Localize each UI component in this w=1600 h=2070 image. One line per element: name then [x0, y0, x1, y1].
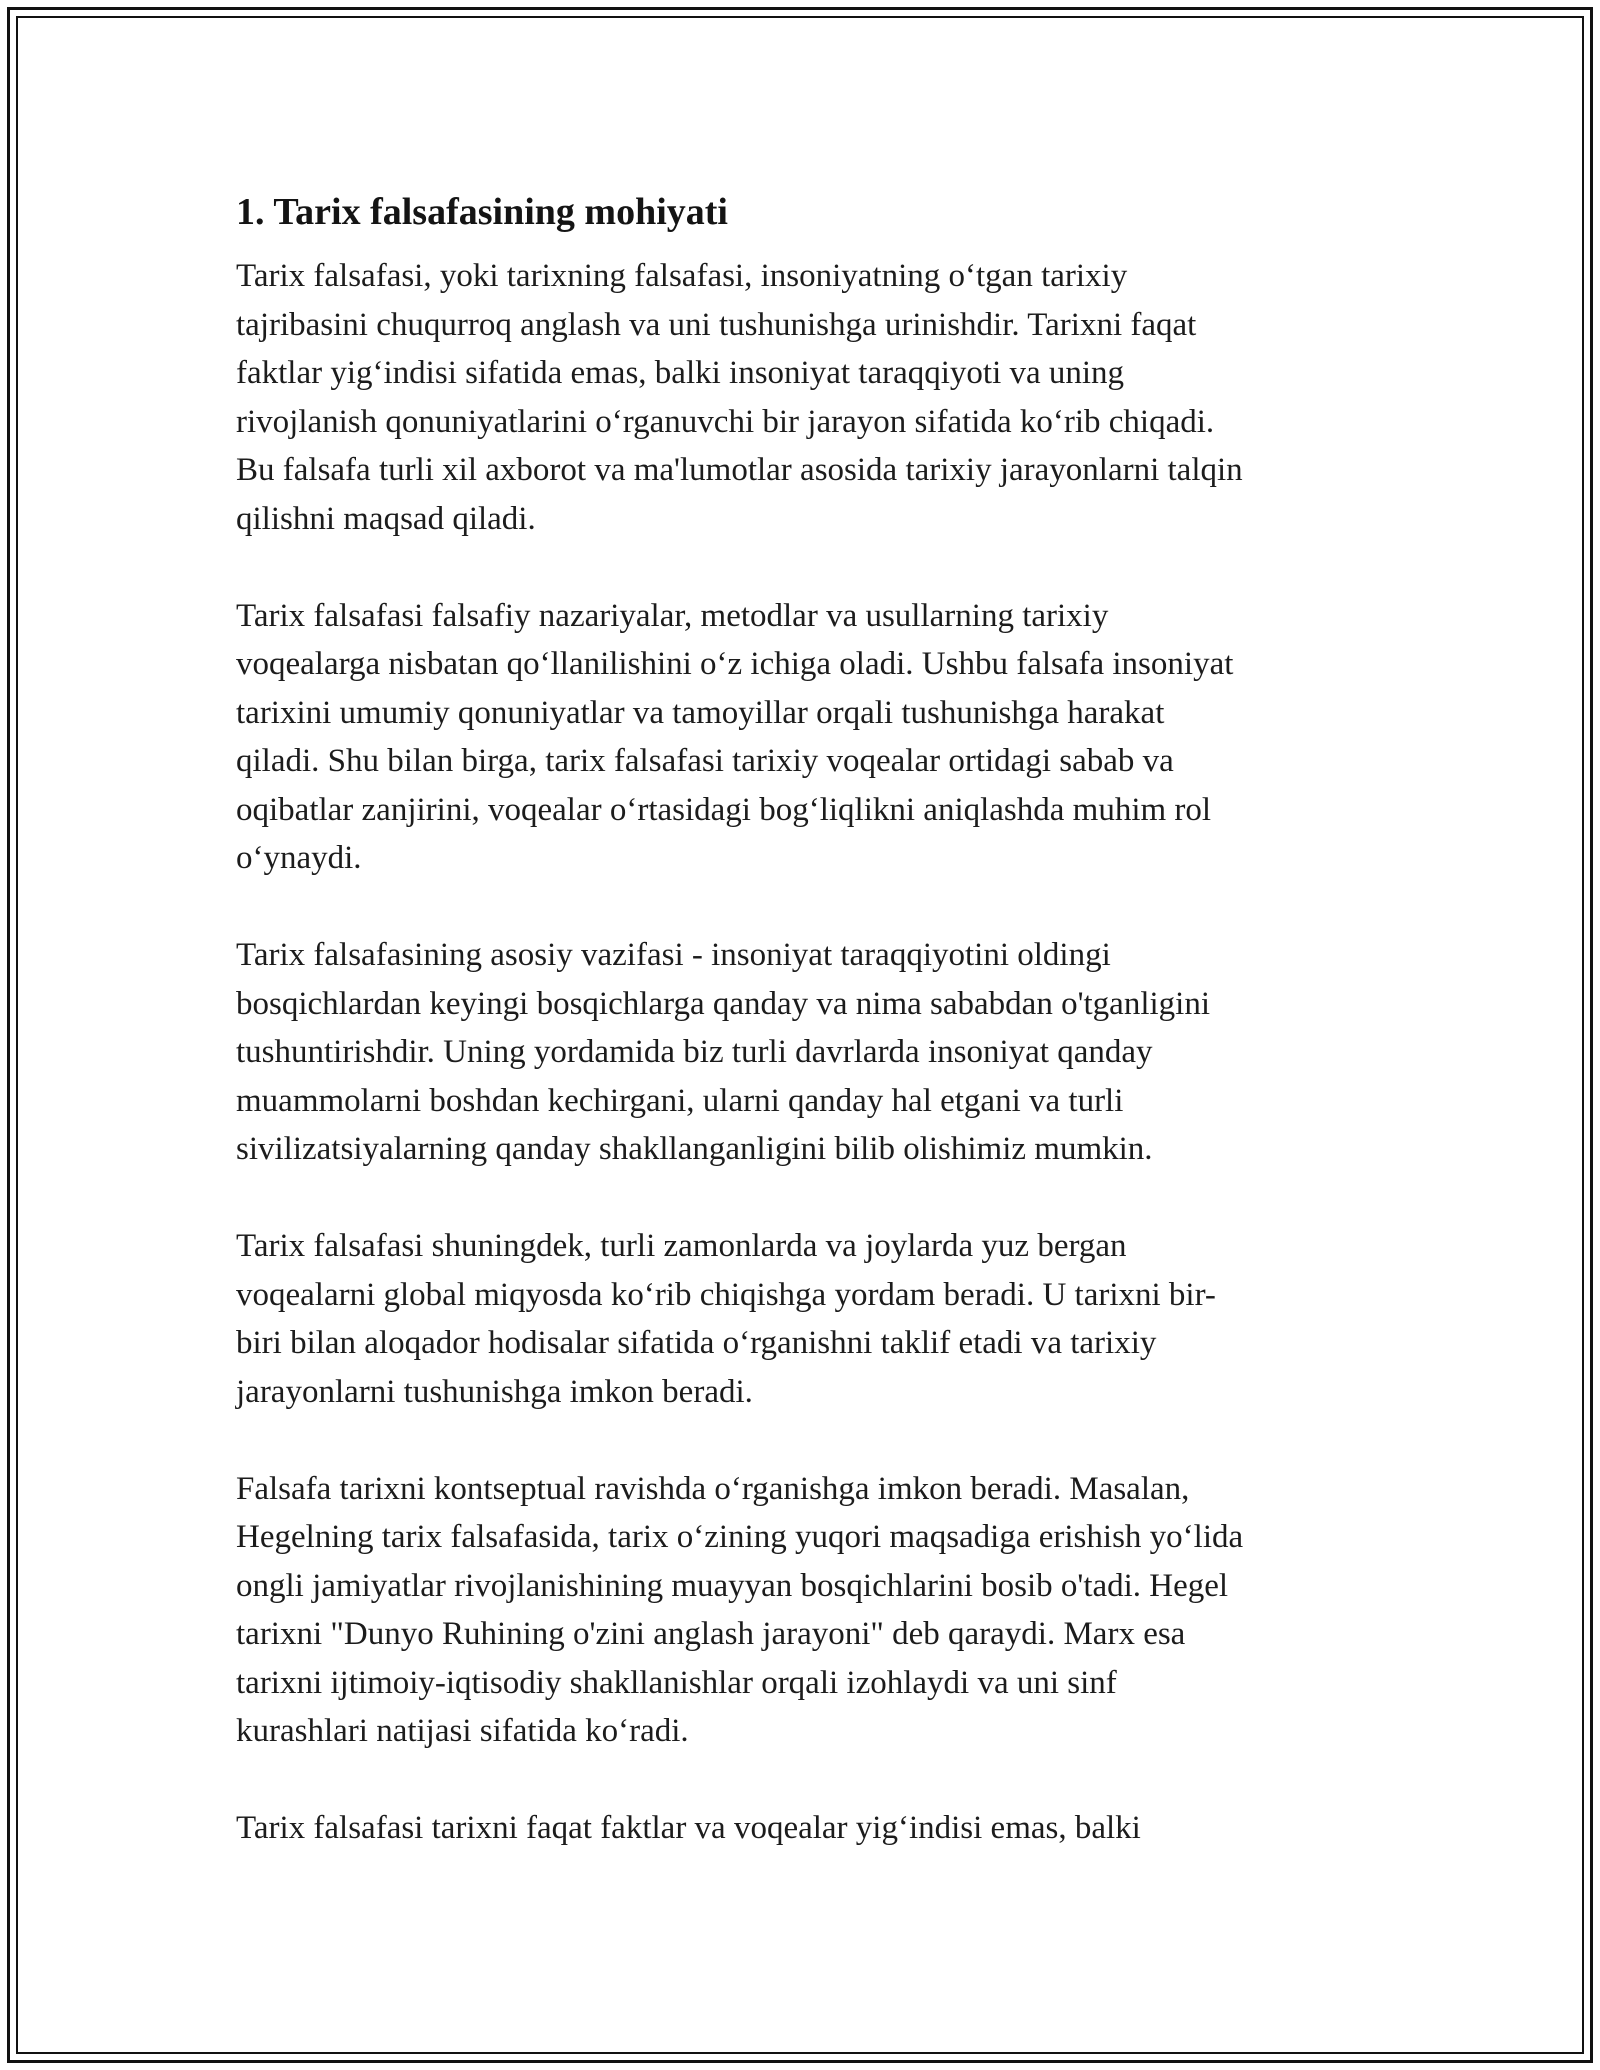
paragraph-4: [236, 1222, 1361, 1416]
text-line: kurashlari natijasi sifatida ko‘radi.: [236, 1713, 689, 1749]
text-line: oqibatlar zanjirini, voqealar o‘rtasidagi bog‘liqlikni aniqlashda muhim rol: [236, 791, 1212, 828]
text-line: rivojlanish qonuniyatlarini o‘rganuvchi bir jarayon sifatida ko‘rib chiqadi.: [236, 403, 1215, 440]
text-line: tarixni ijtimoiy-iqtisodiy shakllanishlar orqali izohlaydi va uni sinf: [236, 1664, 1117, 1701]
document-body: [236, 186, 1361, 1901]
text-line: ongli jamiyatlar rivojlanishining muayyan bosqichlarini bosib o'tadi. Hegel: [236, 1567, 1229, 1604]
text-line: Tarix falsafasi falsafiy nazariyalar, metodlar va usullarning tarixiy: [236, 597, 1109, 634]
text-line: jarayonlarni tushunishga imkon beradi.: [236, 1373, 753, 1410]
text-line: Tarix falsafasi tarixni faqat faktlar va voqealar yig‘indisi emas, balki: [236, 1810, 1141, 1846]
paragraph-5: [236, 1465, 1361, 1756]
text-line: Falsafa tarixni kontseptual ravishda o‘rganishga imkon beradi. Masalan,: [236, 1470, 1190, 1507]
paragraph-1: [236, 252, 1361, 543]
text-line: tarixni "Dunyo Ruhining o'zini anglash jarayoni" deb qaraydi. Marx esa: [236, 1616, 1186, 1652]
text-line: tajribasini chuqurroq anglash va uni tushunishga urinishdir. Tarixni faqat: [236, 306, 1197, 343]
text-line: Tarix falsafasi shuningdek, turli zamonlarda va joylarda yuz bergan: [236, 1228, 1127, 1264]
text-line: biri bilan aloqador hodisalar sifatida o‘rganishni taklif etadi va tarixiy: [236, 1325, 1157, 1361]
text-line: faktlar yig‘indisi sifatida emas, balki insoniyat taraqqiyoti va uning: [236, 355, 1125, 391]
text-line: Tarix falsafasining asosiy vazifasi - insoniyat taraqqiyotini oldingi: [236, 937, 1111, 973]
text-line: Bu falsafa turli xil axborot va ma'lumotlar asosida tarixiy jarayonlarni talqin: [236, 452, 1243, 488]
text-line: o‘ynaydi.: [236, 840, 362, 876]
paragraph-3: [236, 931, 1361, 1174]
text-line: qilishni maqsad qiladi.: [236, 500, 536, 537]
text-line: voqealarni global miqyosda ko‘rib chiqishga yordam beradi. U tarixni bir-: [236, 1276, 1216, 1313]
text-line: sivilizatsiyalarning qanday shakllanganligini bilib olishimiz mumkin.: [236, 1131, 1153, 1167]
text-line: muammolarni boshdan kechirgani, ularni qanday hal etgani va turli: [236, 1082, 1124, 1119]
text-line: voqealarga nisbatan qo‘llanilishini o‘z ichiga oladi. Ushbu falsafa insoniyat: [236, 646, 1234, 682]
paragraph-2: [236, 592, 1361, 883]
text-line: Tarix falsafasi, yoki tarixning falsafasi, insoniyatning o‘tgan tarixiy: [236, 258, 1128, 294]
text-line: qiladi. Shu bilan birga, tarix falsafasi tarixiy voqealar ortidagi sabab va: [236, 743, 1174, 779]
text-line: tushuntirishdir. Uning yordamida biz turli davrlarda insoniyat qanday: [236, 1034, 1153, 1070]
paragraph-6: [236, 1804, 1361, 1853]
text-line: Hegelning tarix falsafasida, tarix o‘zining yuqori maqsadiga erishish yo‘lida: [236, 1519, 1244, 1555]
text-line: bosqichlardan keyingi bosqichlarga qanday va nima sababdan o'tganligini: [236, 985, 1210, 1022]
section-heading: 1. Tarix falsafasining mohiyati: [236, 191, 728, 233]
text-line: tarixini umumiy qonuniyatlar va tamoyillar orqali tushunishga harakat: [236, 694, 1165, 731]
